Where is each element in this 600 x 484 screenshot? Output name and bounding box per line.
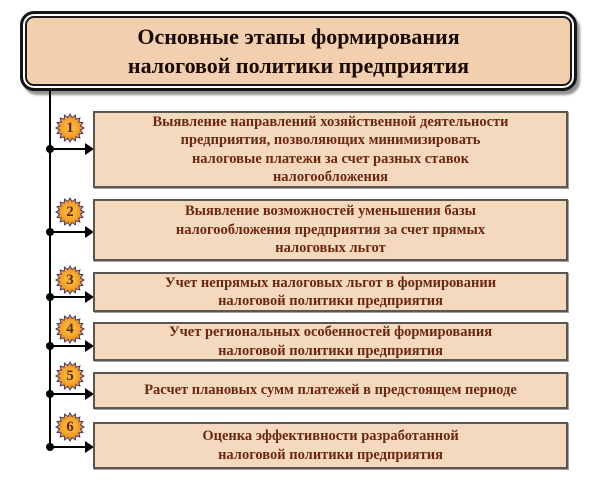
title-line-1: Основные этапы формирования: [137, 24, 460, 49]
stage-text-line: налоговой политики предприятия: [218, 293, 443, 309]
stage-badge-5: [55, 361, 85, 391]
connector-arrow-3: [49, 296, 85, 298]
stage-text-line: предприятия, позволяющих минимизировать: [180, 132, 481, 148]
stage-text-line: налоговой политики предприятия: [218, 342, 443, 359]
junction-dot-icon: [46, 228, 54, 236]
stage-number-4: 4: [66, 320, 74, 337]
stage-box-4: [93, 322, 568, 361]
stage-text-line: Учет региональных особенностей формирования: [168, 324, 493, 340]
stage-text-line: Учет непрямых налоговых льгот в формировании: [164, 274, 497, 291]
stage-box-6: [93, 422, 568, 469]
stage-text-line: налоговых льгот: [275, 240, 386, 257]
title-line-2: налоговой политики предприятия: [127, 53, 470, 78]
connector-arrow-5: [49, 393, 85, 395]
stage-box-2: [93, 199, 568, 261]
title-box: [20, 11, 577, 91]
stage-text-line: Оценка эффективности разработанной: [202, 428, 459, 444]
stage-text-line: налоговой политики предприятия: [218, 446, 443, 463]
stage-badge-6: [55, 412, 85, 442]
junction-dot-icon: [46, 293, 54, 301]
stage-badge-3: [55, 265, 85, 295]
stage-badge-1: [55, 113, 85, 143]
stage-text-line: налоговые платежи за счет разных ставок: [191, 150, 470, 167]
stage-text-line: Выявление направлений хозяйственной деятельности: [152, 113, 509, 130]
stage-number-3: 3: [66, 271, 74, 288]
stage-text-line: Выявление возможностей уменьшения базы: [185, 203, 476, 220]
stage-number-6: 6: [66, 418, 74, 435]
stage-number-2: 2: [66, 203, 74, 220]
stage-badge-2: [55, 197, 85, 227]
stage-number-5: 5: [66, 367, 74, 384]
connector-arrow-6: [49, 446, 85, 448]
junction-dot-icon: [46, 342, 54, 350]
stage-text-line: Расчет плановых сумм платежей в предстоящем периоде: [144, 382, 517, 399]
junction-dot-icon: [46, 145, 54, 153]
stage-box-3: [93, 272, 568, 312]
connector-arrow-1: [49, 148, 85, 150]
stage-box-5: [93, 372, 568, 409]
connector-arrow-2: [49, 231, 85, 233]
stage-number-1: 1: [66, 119, 74, 136]
connector-arrow-4: [49, 345, 85, 347]
stage-badge-4: [55, 314, 85, 344]
junction-dot-icon: [46, 443, 54, 451]
stage-box-1: [93, 111, 568, 188]
stage-text-line: налогообложения предприятия за счет прямых: [175, 221, 486, 238]
junction-dot-icon: [46, 390, 54, 398]
stage-text-line: налогообложения: [272, 169, 389, 185]
